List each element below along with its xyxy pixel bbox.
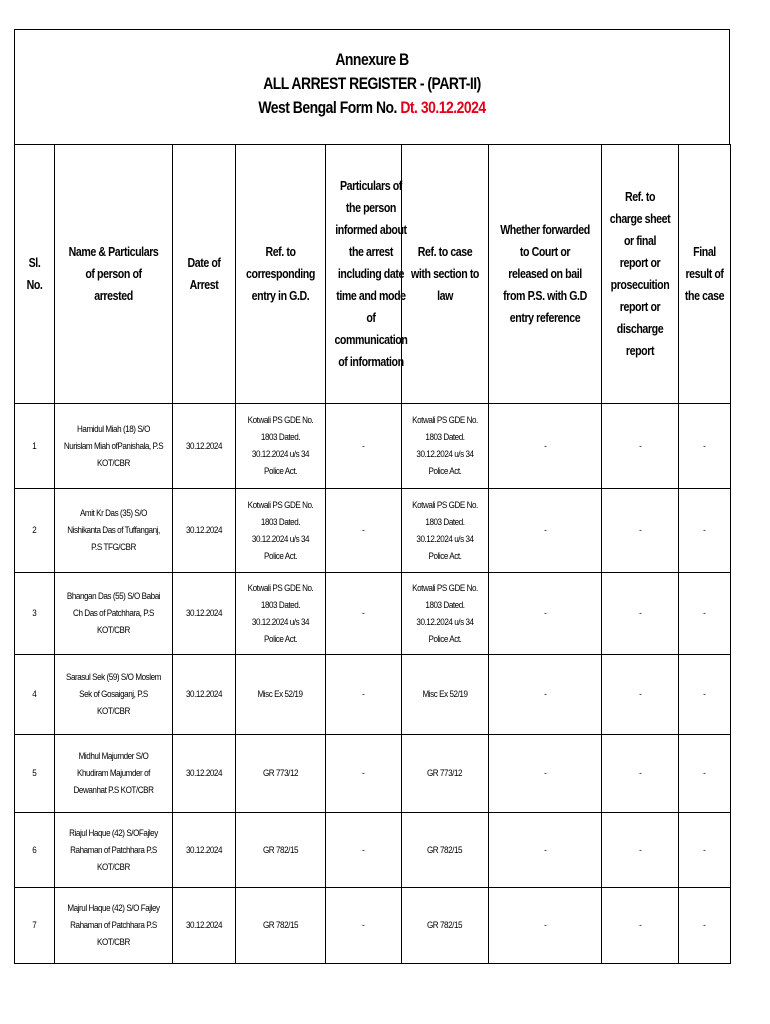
table-row [15,888,731,964]
cell-name: Riajul Haque (42) S/OFajley Rahaman of Patchhara P.S KOT/CBR [55,813,173,888]
form-date: Dt. 30.12.2024 [400,98,486,117]
cell-informed: - [326,573,402,655]
cell-informed: - [326,655,402,735]
cell-date: 30.12.2024 [173,888,236,964]
table-row [15,735,731,813]
cell-sl-no: 4 [15,655,55,735]
cell-sl-no: 5 [15,735,55,813]
cell-name: Bhangan Das (55) S/O Babai Ch Das of Patchhara, P.S KOT/CBR [55,573,173,655]
cell-final-result: - [679,573,731,655]
arrest-register-table [14,144,731,964]
cell-final-result: - [679,489,731,573]
document-frame [14,29,730,964]
title-block [14,29,730,144]
annexure-title: Annexure B [335,50,409,69]
cell-final-result: - [679,813,731,888]
cell-case-ref: Kotwali PS GDE No. 1803 Dated. 30.12.2024 u/s 34 Police Act. [402,489,489,573]
cell-charge-sheet: - [602,735,679,813]
cell-name: Amit Kr Das (35) S/O Nishikanta Das of Tuffanganj, P.S TFG/CBR [55,489,173,573]
cell-forwarded: - [489,573,602,655]
cell-forwarded: - [489,489,602,573]
cell-final-result: - [679,888,731,964]
cell-date: 30.12.2024 [173,573,236,655]
cell-gd-ref: Kotwali PS GDE No. 1803 Dated. 30.12.2024 u/s 34 Police Act. [236,489,326,573]
table-row [15,813,731,888]
cell-date: 30.12.2024 [173,735,236,813]
cell-date: 30.12.2024 [173,404,236,489]
cell-charge-sheet: - [602,489,679,573]
cell-name: Majrul Haque (42) S/O Fajley Rahaman of Patchhara P.S KOT/CBR [55,888,173,964]
col-sl-no: Sl. No. [15,145,55,404]
cell-final-result: - [679,735,731,813]
col-charge-sheet: Ref. to charge sheet or final report or prosecuition report or discharge report [602,145,679,404]
col-case-ref: Ref. to case with section to law [402,145,489,404]
cell-forwarded: - [489,404,602,489]
form-title [79,96,664,120]
table-row [15,404,731,489]
cell-case-ref: Kotwali PS GDE No. 1803 Dated. 30.12.2024 u/s 34 Police Act. [402,573,489,655]
cell-charge-sheet: - [602,573,679,655]
col-informed: Particulars of the person informed about the arrest including date time and mode of communication of information [326,145,402,404]
cell-forwarded: - [489,813,602,888]
cell-charge-sheet: - [602,655,679,735]
cell-sl-no: 7 [15,888,55,964]
cell-sl-no: 3 [15,573,55,655]
cell-charge-sheet: - [602,404,679,489]
cell-gd-ref: Misc Ex 52/19 [236,655,326,735]
cell-case-ref: Kotwali PS GDE No. 1803 Dated. 30.12.2024 u/s 34 Police Act. [402,404,489,489]
col-name: Name & Particulars of person of arrested [55,145,173,404]
cell-informed: - [326,813,402,888]
cell-name: Hamidul Miah (18) S/O Nurislam Miah ofPanishala, P.S KOT/CBR [55,404,173,489]
header-row [15,145,731,404]
cell-forwarded: - [489,735,602,813]
cell-informed: - [326,489,402,573]
col-forwarded: Whether forwarded to Court or released on bail from P.S. with G.D entry reference [489,145,602,404]
cell-charge-sheet: - [602,813,679,888]
table-row [15,655,731,735]
cell-date: 30.12.2024 [173,655,236,735]
cell-final-result: - [679,404,731,489]
cell-gd-ref: GR 773/12 [236,735,326,813]
cell-case-ref: GR 773/12 [402,735,489,813]
col-final-result: Final result of the case [679,145,731,404]
cell-case-ref: GR 782/15 [402,888,489,964]
cell-case-ref: GR 782/15 [402,813,489,888]
cell-gd-ref: GR 782/15 [236,813,326,888]
cell-name: Midhul Majumder S/O Khudiram Majumder of Dewanhat P.S KOT/CBR [55,735,173,813]
cell-date: 30.12.2024 [173,489,236,573]
cell-informed: - [326,735,402,813]
cell-charge-sheet: - [602,888,679,964]
cell-gd-ref: Kotwali PS GDE No. 1803 Dated. 30.12.2024 u/s 34 Police Act. [236,404,326,489]
cell-informed: - [326,404,402,489]
cell-forwarded: - [489,655,602,735]
cell-name: Sarasul Sek (59) S/O Moslem Sek of Gosaiganj, P.S KOT/CBR [55,655,173,735]
register-title: ALL ARREST REGISTER - (PART-II) [263,74,481,93]
cell-forwarded: - [489,888,602,964]
cell-sl-no: 2 [15,489,55,573]
cell-informed: - [326,888,402,964]
cell-case-ref: Misc Ex 52/19 [402,655,489,735]
cell-sl-no: 1 [15,404,55,489]
form-number-label: West Bengal Form No. [258,98,397,117]
table-row [15,573,731,655]
cell-gd-ref: GR 782/15 [236,888,326,964]
cell-sl-no: 6 [15,813,55,888]
col-gd-ref: Ref. to corresponding entry in G.D. [236,145,326,404]
cell-final-result: - [679,655,731,735]
col-date: Date of Arrest [173,145,236,404]
cell-gd-ref: Kotwali PS GDE No. 1803 Dated. 30.12.2024 u/s 34 Police Act. [236,573,326,655]
cell-date: 30.12.2024 [173,813,236,888]
table-row [15,489,731,573]
